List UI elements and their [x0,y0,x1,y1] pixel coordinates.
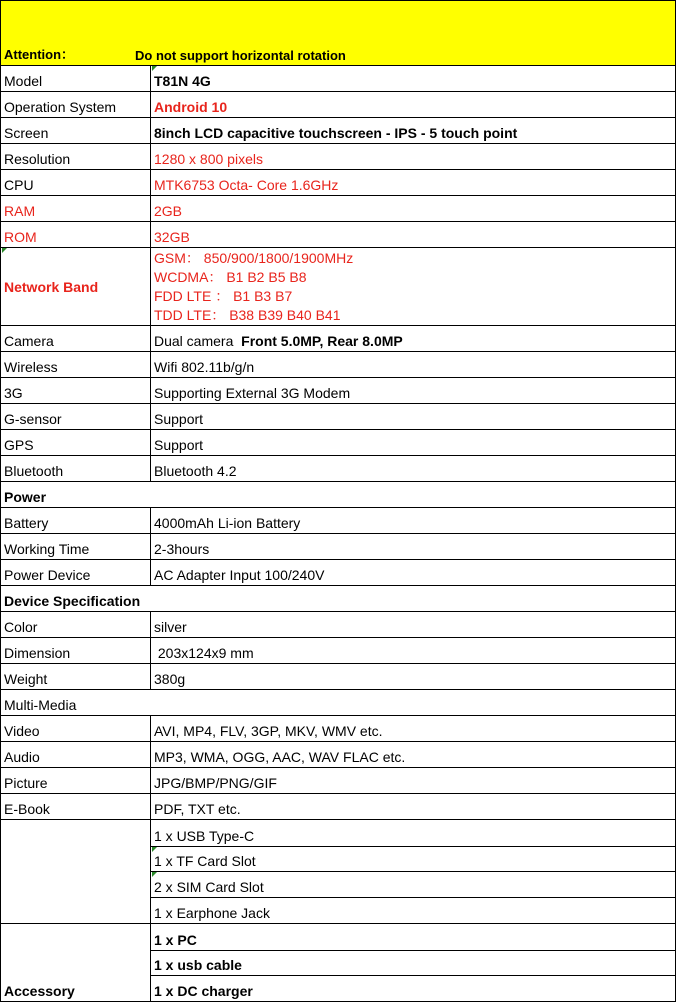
accessory-item: 1 x DC charger [151,975,675,1001]
network-band-line: GSM： 850/900/1800/1900MHz [154,250,354,266]
spec-label: Resolution [1,144,151,169]
spec-label: Audio [1,742,151,767]
spec-value: Android 10 [154,99,228,115]
spec-value: AVI, MP4, FLV, 3GP, MKV, WMV etc. [154,723,383,739]
spec-value: MP3, WMA, OGG, AAC, WAV FLAC etc. [154,749,406,765]
spec-label-empty [1,820,151,923]
spec-value: Supporting External 3G Modem [154,385,351,401]
spec-row-picture [1,768,675,794]
spec-label: Wireless [1,352,151,377]
spec-label: Weight [1,664,151,689]
spec-label: Video [1,716,151,741]
spec-label: Power Device [1,560,151,585]
spec-label: Color [1,612,151,637]
spec-row-power-device [1,560,675,586]
spec-value: MTK6753 Octa- Core 1.6GHz [154,177,339,193]
spec-row-os [1,92,675,118]
spec-row-weight [1,664,675,690]
spec-label: ROM [1,222,151,247]
spec-row-ports [1,820,675,924]
spec-value: Bluetooth 4.2 [154,463,237,479]
section-heading: Device Specification [4,593,141,609]
spec-row-wireless [1,352,675,378]
spec-label: Battery [1,508,151,533]
comment-marker-icon [152,872,157,877]
section-heading-device-spec [1,586,675,612]
spec-value: T81N 4G [151,66,675,91]
spec-row-working-time [1,534,675,560]
network-band-line: WCDMA： B1 B2 B5 B8 [154,269,307,285]
attention-banner [1,1,675,66]
spec-row-accessory [1,924,675,1002]
spec-label: 3G [1,378,151,403]
port-item: 2 x SIM Card Slot [151,871,675,897]
spec-value: 2-3hours [154,541,210,557]
spec-row-video [1,716,675,742]
spec-row-g-sensor [1,404,675,430]
spec-row-camera [1,326,675,352]
spec-row-cpu [1,170,675,196]
section-heading: Multi-Media [4,697,77,713]
spec-value [151,326,675,351]
spec-row-audio [1,742,675,768]
ports-list [151,820,675,923]
accessory-list [151,924,675,1001]
spec-value: 8inch LCD capacitive touchscreen - IPS - 5 touch point [154,125,518,141]
spec-row-screen [1,118,675,144]
spec-value: AC Adapter Input 100/240V [154,567,325,583]
comment-marker-icon [2,248,7,253]
spec-label: Network Band [1,248,151,325]
port-item: 1 x TF Card Slot [151,846,675,872]
section-heading-power [1,482,675,508]
spec-label: CPU [1,170,151,195]
spec-value: PDF, TXT etc. [154,801,241,817]
camera-prefix: Dual camera [154,333,242,349]
comment-marker-icon [152,847,157,852]
spec-label: Accessory [1,924,151,1001]
spec-value-list [151,248,675,325]
spec-value: 32GB [154,229,190,245]
spec-value: 4000mAh Li-ion Battery [154,515,301,531]
spec-value: Wifi 802.11b/g/n [154,359,255,375]
spec-label: G-sensor [1,404,151,429]
spec-row-bluetooth [1,456,675,482]
section-heading: Power [4,489,47,505]
spec-row-resolution [1,144,675,170]
attention-label: Attention： [4,47,75,62]
spec-row-color [1,612,675,638]
port-item: 1 x USB Type-C [154,827,255,844]
spec-row-battery [1,508,675,534]
network-band-line: TDD LTE： B38 B39 B40 B41 [154,307,341,323]
spec-label: Working Time [1,534,151,559]
spec-label: Picture [1,768,151,793]
accessory-item: 1 x usb cable [151,950,675,976]
spec-label: Camera [1,326,151,351]
spec-row-dimension [1,638,675,664]
spec-label: GPS [1,430,151,455]
spec-row-3g [1,378,675,404]
spec-row-ram [1,196,675,222]
spec-value: 2GB [154,203,183,219]
section-heading-multimedia [1,690,675,716]
spec-row-ebook [1,794,675,820]
spec-label: Model [1,66,151,91]
spec-label: Dimension [1,638,151,663]
spec-label: Bluetooth [1,456,151,481]
spec-value: 1280 x 800 pixels [154,151,263,167]
comment-marker-icon [152,66,157,71]
spec-value: silver [154,619,187,635]
spec-label: Screen [1,118,151,143]
camera-detail: Front 5.0MP, Rear 8.0MP [241,333,403,349]
accessory-item: 1 x PC [154,931,197,948]
spec-row-gps [1,430,675,456]
spec-value: Support [154,437,204,453]
spec-value: 203x124x9 mm [154,645,254,661]
port-item: 1 x Earphone Jack [151,897,675,923]
spec-row-model [1,66,675,92]
network-band-line: FDD LTE ： B1 B3 B7 [154,288,293,304]
spec-label: RAM [1,196,151,221]
spec-label: E-Book [1,794,151,819]
spec-row-network-band [1,248,675,326]
spec-row-rom [1,222,675,248]
spec-value: Support [154,411,204,427]
attention-text: Do not support horizontal rotation [135,48,346,63]
spec-value: JPG/BMP/PNG/GIF [154,775,277,791]
spec-label: Operation System [1,92,151,117]
spec-value: 380g [154,671,186,687]
